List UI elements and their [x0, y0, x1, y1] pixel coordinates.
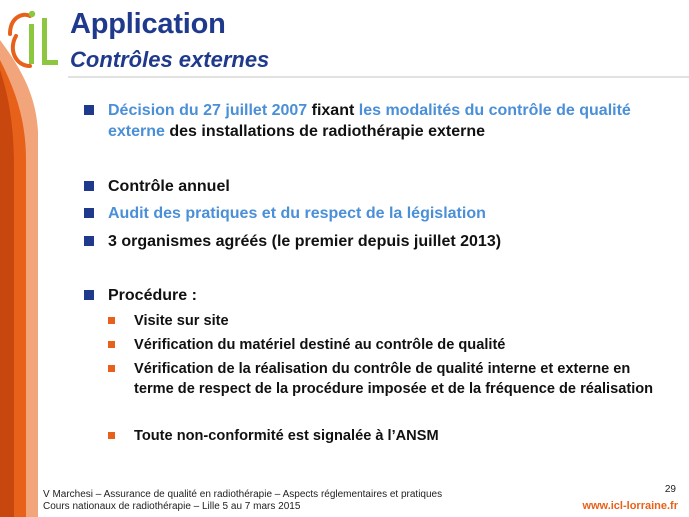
bullet-text-part: fixant [307, 102, 359, 119]
bullet-text: Procédure : [108, 287, 197, 304]
footer-line: V Marchesi – Assurance de qualité en radiothérapie – Aspects réglementaires et pratiques [43, 489, 443, 500]
bullet-text: 3 organismes agréés (le premier depuis juillet 2013) [108, 233, 502, 250]
footer-line: Cours nationaux de radiothérapie – Lille 5 au 7 mars 2015 [43, 501, 301, 512]
square-bullet-icon [84, 208, 94, 218]
bullet-text: Audit des pratiques et du respect de la législation [108, 205, 486, 222]
sub-bullet-text: Vérification du matériel destiné au contrôle de qualité [134, 337, 506, 353]
sub-bullet-text: Toute non-conformité est signalée à l’ANSM [134, 428, 439, 444]
bullet-text-part: les modalités du contrôle de qualité externe [108, 102, 631, 140]
page-number: 29 [664, 484, 676, 495]
orange-square-bullet-icon [108, 365, 115, 372]
bullet-text [108, 100, 668, 142]
orange-square-bullet-icon [108, 432, 115, 439]
header-divider [68, 76, 689, 78]
bullet-text-part: des installations de radiothérapie externe [164, 123, 486, 140]
bullet-text-part: Décision du 27 juillet 2007 [108, 102, 308, 119]
square-bullet-icon [84, 181, 94, 191]
sub-bullet-text: Vérification de la réalisation du contrôle de qualité interne et externe en terme de respect de la procédure imposée et de la fréquence de réalisation [134, 361, 654, 397]
square-bullet-icon [84, 105, 94, 115]
website-link[interactable]: www.icl-lorraine.fr [582, 500, 678, 512]
square-bullet-icon [84, 290, 94, 300]
bullet-text: Contrôle annuel [108, 178, 230, 195]
orange-square-bullet-icon [108, 341, 115, 348]
orange-square-bullet-icon [108, 317, 115, 324]
sub-bullet-text: Visite sur site [134, 313, 229, 329]
footer-credits [43, 489, 442, 513]
slide-title: Application [70, 8, 226, 40]
slide-subtitle: Contrôles externes [70, 47, 270, 72]
square-bullet-icon [84, 236, 94, 246]
icl-logo [6, 6, 62, 74]
